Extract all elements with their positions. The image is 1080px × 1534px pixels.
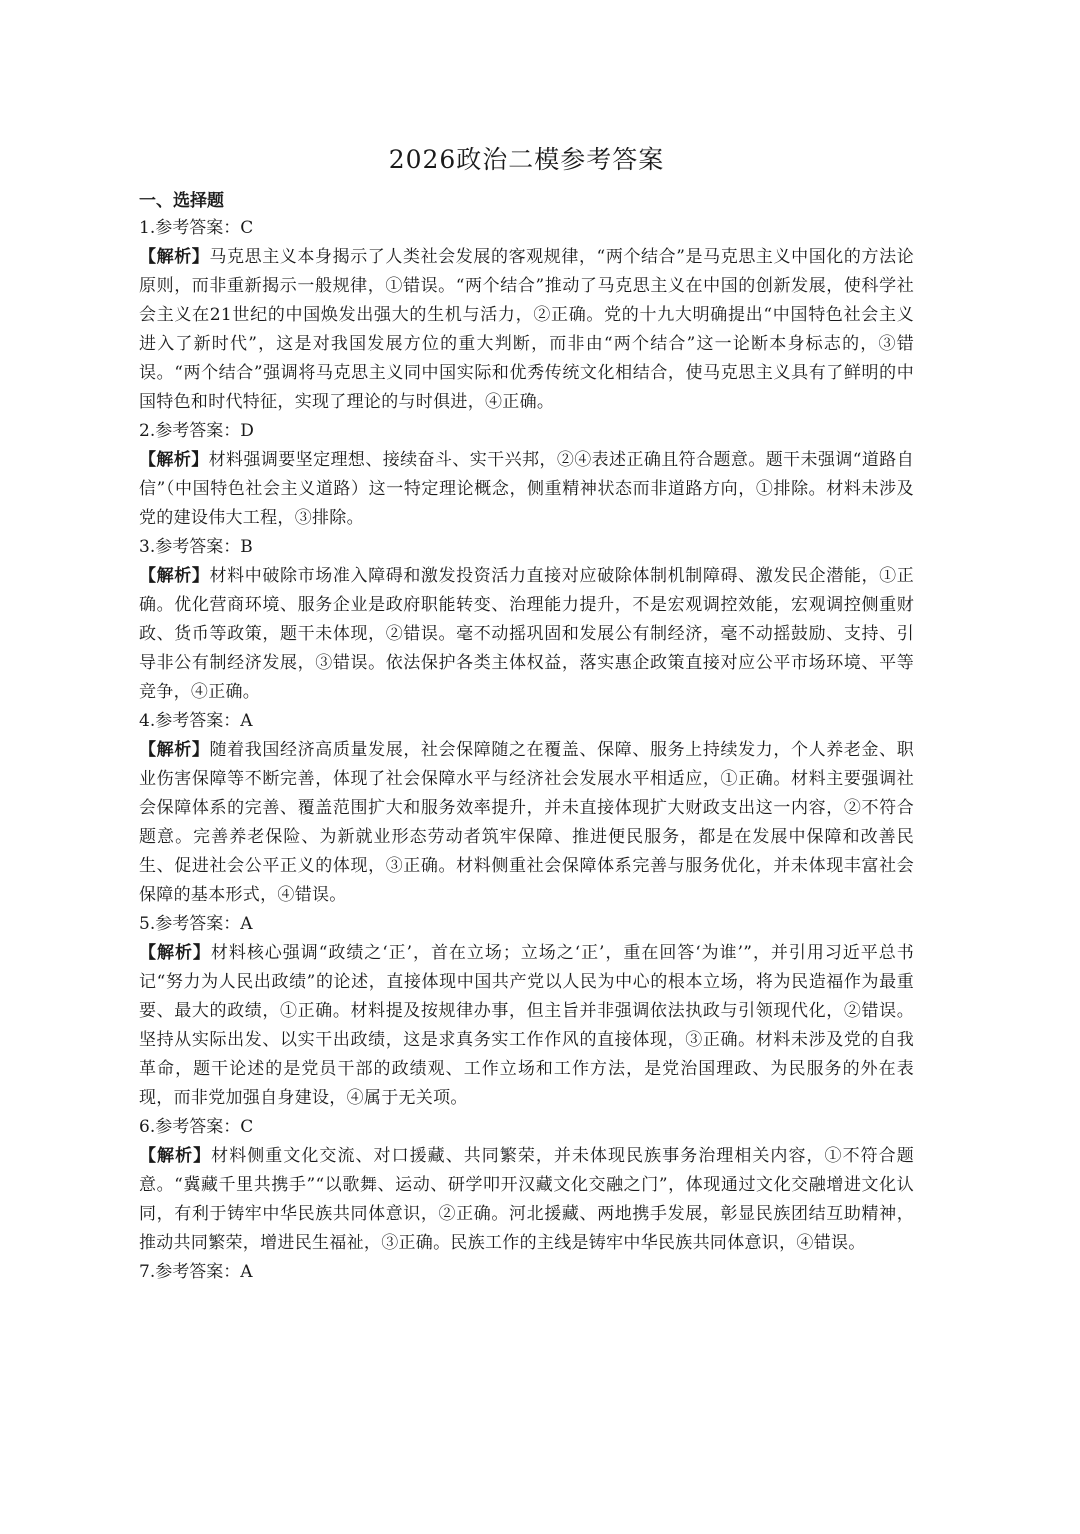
answer-line-6: 6.参考答案：C	[139, 1117, 254, 1137]
analysis-tag: 【解析】	[139, 943, 211, 963]
page-title: 2026政治二模参考答案	[388, 145, 665, 174]
analysis-tag: 【解析】	[139, 740, 210, 760]
answer-line-7: 7.参考答案：A	[139, 1262, 253, 1282]
answer-line-4: 4.参考答案：A	[139, 711, 253, 731]
answer-line-2: 2.参考答案：D	[139, 421, 254, 441]
analysis-text: 随着我国经济高质量发展，社会保障随之在覆盖、保障、服务上持续发力，个人养老金、职业伤害保障等不断完善，体现了社会保障水平与经济社会发展水平相适应，①正确。材料主要强调社会保障体系的完善、覆盖范围扩大和服务效率提升，并未直接体现扩大财政支出这一内容，②不符合题意。完善养老保险、为新就业形态劳动者筑牢保障、推进便民服务，都是在发展中保障和改善民生、促进社会公平正义的体现，③正确。材料侧重社会保障体系完善与服务优化，并未体现丰富社会保障的基本形式，④错误。	[139, 740, 914, 905]
analysis-text: 材料强调要坚定理想、接续奋斗、实干兴邦，②④表述正确且符合题意。题干未强调“道路自信”（中国特色社会主义道路）这一特定理论概念，侧重精神状态而非道路方向，①排除。材料未涉及党的建设伟大工程，③排除。	[139, 450, 914, 528]
analysis-3	[139, 562, 914, 707]
analysis-2	[139, 446, 914, 533]
analysis-tag: 【解析】	[139, 1146, 212, 1166]
analysis-1	[139, 243, 914, 417]
answer-line-3: 3.参考答案：B	[139, 537, 253, 557]
answer-line-5: 5.参考答案：A	[139, 914, 253, 934]
answer-line-1: 1.参考答案：C	[139, 218, 254, 238]
analysis-text: 马克思主义本身揭示了人类社会发展的客观规律，“两个结合”是马克思主义中国化的方法论原则，而非重新揭示一般规律，①错误。“两个结合”推动了马克思主义在中国的创新发展，使科学社会主义在21世纪的中国焕发出强大的生机与活力，②正确。党的十九大明确提出“中国特色社会主义进入了新时代”，这是对我国发展方位的重大判断，而非由“两个结合”这一论断本身标志的，③错误。“两个结合”强调将马克思主义同中国实际和优秀传统文化相结合，使马克思主义具有了鲜明的中国特色和时代特征，实现了理论的与时俱进，④正确。	[139, 247, 915, 412]
analysis-5	[139, 939, 914, 1113]
answer-document	[139, 140, 914, 1287]
analysis-text: 材料侧重文化交流、对口援藏、共同繁荣，并未体现民族事务治理相关内容，①不符合题意。“冀藏千里共携手”“以歌舞、运动、研学叩开汉藏文化交融之门”，体现通过文化交融增进文化认同，有利于铸牢中华民族共同体意识，②正确。河北援藏、两地携手发展，彰显民族团结互助精神，推动共同繁荣，增进民生福祉，③正确。民族工作的主线是铸牢中华民族共同体意识，④错误。	[139, 1146, 915, 1253]
analysis-tag: 【解析】	[139, 450, 209, 470]
analysis-tag: 【解析】	[139, 247, 210, 267]
analysis-text: 材料核心强调“政绩之‘正’，首在立场；立场之‘正’，重在回答‘为谁’”，并引用习近平总书记“努力为人民出政绩”的论述，直接体现中国共产党以人民为中心的根本立场，将为民造福作为最重要、最大的政绩，①正确。材料提及按规律办事，但主旨并非强调依法执政与引领现代化，②错误。坚持从实际出发、以实干出政绩，这是求真务实工作作风的直接体现，③正确。材料未涉及党的自我革命，题干论述的是党员干部的政绩观、工作立场和工作方法，是党治国理政、为民服务的外在表现，而非党加强自身建设，④属于无关项。	[139, 943, 914, 1108]
analysis-text: 材料中破除市场准入障碍和激发投资活力直接对应破除体制机制障碍、激发民企潜能，①正确。优化营商环境、服务企业是政府职能转变、治理能力提升，不是宏观调控效能，宏观调控侧重财政、货币等政策，题干未体现，②错误。毫不动摇巩固和发展公有制经济，毫不动摇鼓励、支持、引导非公有制经济发展，③错误。依法保护各类主体权益，落实惠企政策直接对应公平市场环境、平等竞争，④正确。	[139, 566, 914, 702]
section-heading: 一、选择题	[139, 191, 224, 211]
analysis-tag: 【解析】	[139, 566, 210, 586]
analysis-6	[139, 1142, 914, 1258]
analysis-4	[139, 736, 914, 910]
